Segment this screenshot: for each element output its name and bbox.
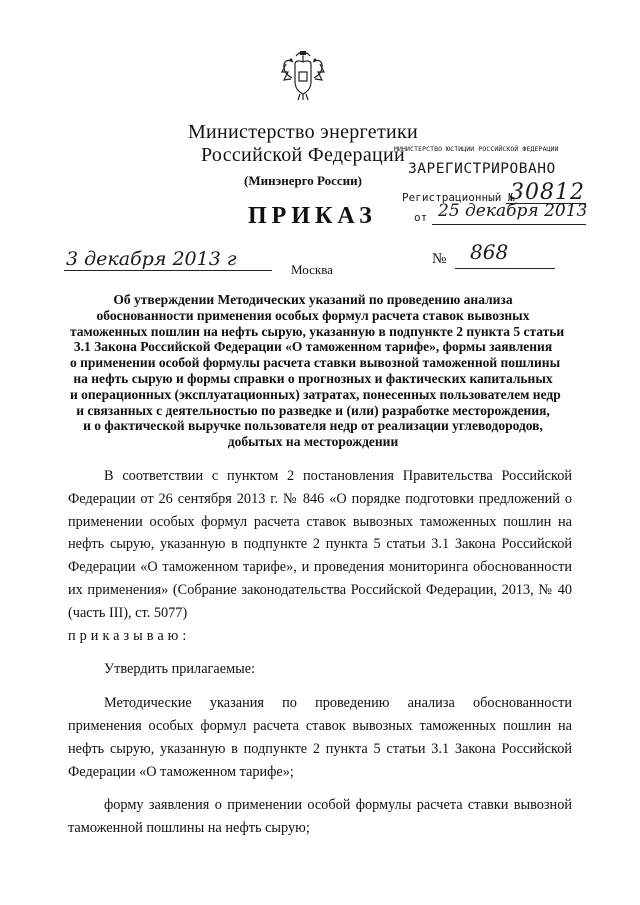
stamp-registered: ЗАРЕГИСТРИРОВАНО	[408, 161, 556, 177]
stamp-reg-number: 30812	[510, 180, 585, 205]
order-heading	[70, 292, 565, 450]
heading-line: обоснованности применения особых формул расчета ставок вывозных	[96, 307, 530, 323]
order-number: 868	[470, 240, 509, 264]
heading-line: и связанных с деятельностью по разведке и (или) разработке месторождения,	[76, 402, 550, 418]
order-number-sign: №	[432, 251, 447, 267]
registration-stamp	[386, 139, 590, 231]
heading-line: добытых на месторождении	[227, 434, 399, 450]
stamp-header: МИНИСТЕРСТВО ЮСТИЦИИ РОССИЙСКОЙ ФЕДЕРАЦИИ	[394, 145, 559, 153]
stamp-from-label: от	[414, 211, 428, 224]
order-title: ПРИКАЗ	[248, 203, 377, 229]
approve-paragraph: Утвердить прилагаемые:	[104, 661, 256, 678]
item-application-form-paragraph: форму заявления о применении особой формулы расчета ставки вывозной таможенной пошлины на нефть сырую;	[68, 797, 572, 837]
heading-line: и о фактической выручке пользователя недр от реализации углеводородов,	[83, 418, 543, 434]
stamp-reg-date: 25 декабря 2013	[438, 201, 588, 221]
preamble-paragraph: В соответствии с пунктом 2 постановления Правительства Российской Федерации от 26 сентября 2013 г. № 846 «О порядке подготовки предложений о применении особых формул расчета ставок вывозных таможенных пошлин на нефть сырую, указанную в подпункте 2 пункта 5 статьи 3.1 Закона Российской Федерации «О таможенном тарифе», и проведения мониторинга обоснованности их применения» (Собрание законодательства Российской Федерации, 2013, № 40 (часть III), ст. 5077)	[68, 468, 572, 621]
state-emblem-icon	[280, 50, 326, 102]
order-city: Москва	[291, 262, 333, 277]
heading-line: о применении особой формулы расчета ставки вывозной таможенной пошлины	[70, 355, 561, 371]
order-word	[68, 625, 572, 648]
item-guidelines-paragraph: Методические указания по проведению анализа обоснованности применения особых формул расчета ставок вывозных таможенных пошлин на нефть сырую, указанную в подпункте 2 пункта 5 статьи 3.1 Закона Российской Федерации «О таможенном тарифе»;	[68, 695, 572, 780]
stamp-date-underline	[432, 224, 586, 225]
ministry-short-name: (Минэнерго России)	[244, 173, 362, 188]
order-word-text: приказываю:	[68, 627, 191, 644]
ministry-name-line2: Российской Федерации	[200, 144, 406, 166]
order-body	[68, 465, 572, 851]
heading-line: Об утверждении Методических указаний по проведению анализа	[113, 292, 513, 307]
order-date: 3 декабря 2013 г	[66, 248, 237, 270]
order-date-underline	[64, 270, 272, 271]
heading-line: и операционных (эксплуатационных) затратах, понесенных пользователем недр	[70, 386, 561, 402]
heading-line: на нефть сырую и формы справки о прогнозных и фактических капитальных	[73, 370, 553, 386]
stamp-reg-number-label: Регистрационный №	[402, 191, 515, 204]
order-number-underline	[455, 268, 555, 269]
heading-line: 3.1 Закона Российской Федерации «О таможенном тарифе», формы заявления	[73, 339, 553, 355]
ministry-name-line1: Министерство энергетики	[187, 121, 419, 143]
heading-line: таможенных пошлин на нефть сырую, указанную в подпункте 2 пункта 5 статьи	[70, 323, 565, 339]
